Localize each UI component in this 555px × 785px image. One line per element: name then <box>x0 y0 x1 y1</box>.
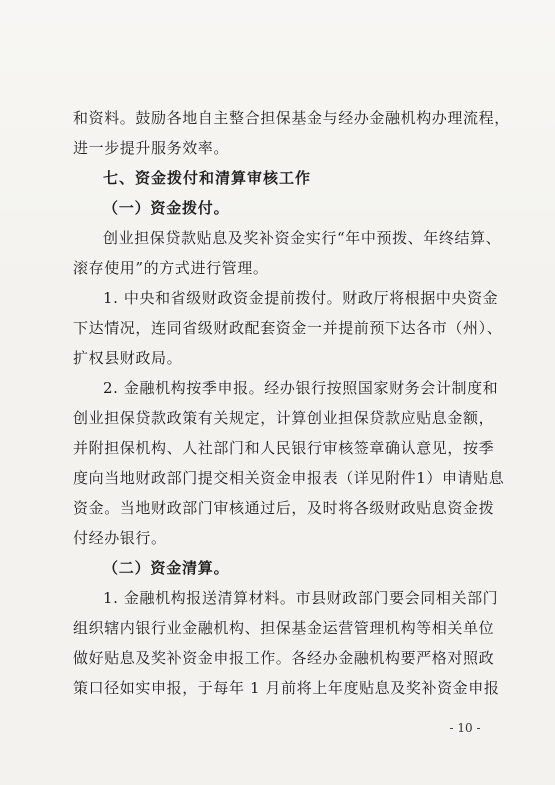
body-line-11: 创业担保贷款政策有关规定，计算创业担保贷款应贴息金额， <box>73 409 495 427</box>
body-line-17: 1. 金融机构报送清算材料。市县财政部门要会同相关部门 <box>103 589 499 607</box>
body-line-15: 付经办银行。 <box>73 529 167 547</box>
body-line-1: 和资料。鼓励各地自主整合担保基金与经办金融机构办理流程， <box>73 109 510 127</box>
body-line-7: 1. 中央和省级财政资金提前拨付。财政厅将根据中央资金 <box>103 289 499 307</box>
subsection-heading-1: （一）资金拨付。 <box>103 199 230 217</box>
section-heading: 七、资金拨付和清算审核工作 <box>103 169 312 187</box>
body-line-6: 滚存使用”的方式进行管理。 <box>73 259 269 277</box>
body-line-8: 下达情况，连同省级财政配套资金一并提前预下达各市（州）、 <box>73 319 503 337</box>
body-line-5: 创业担保贷款贴息及奖补资金实行“年中预拨、年终结算、 <box>103 229 502 247</box>
body-line-2: 进一步提升服务效率。 <box>73 139 230 157</box>
page-number: - 10 - <box>449 721 481 735</box>
body-line-18: 组织辖内银行业金融机构、担保基金运营管理机构等相关单位 <box>73 619 495 637</box>
body-line-10: 2. 金融机构按季申报。经办银行按照国家财务会计制度和 <box>103 379 499 397</box>
subsection-heading-2: （二）资金清算。 <box>103 559 230 577</box>
body-line-12: 并附担保机构、人社部门和人民银行审核签章确认意见，按季 <box>73 439 495 457</box>
body-line-13: 度向当地财政部门提交相关资金申报表（详见附件1）申请贴息 <box>73 469 505 487</box>
body-line-14: 资金。当地财政部门审核通过后，及时将各级财政贴息资金拨 <box>73 499 495 517</box>
body-line-9: 扩权县财政局。 <box>73 349 183 367</box>
body-line-20: 策口径如实申报，于每年 1 月前将上年度贴息及奖补资金申报 <box>73 679 500 697</box>
body-line-19: 做好贴息及奖补资金申报工作。各经办金融机构要严格对照政 <box>73 649 495 667</box>
